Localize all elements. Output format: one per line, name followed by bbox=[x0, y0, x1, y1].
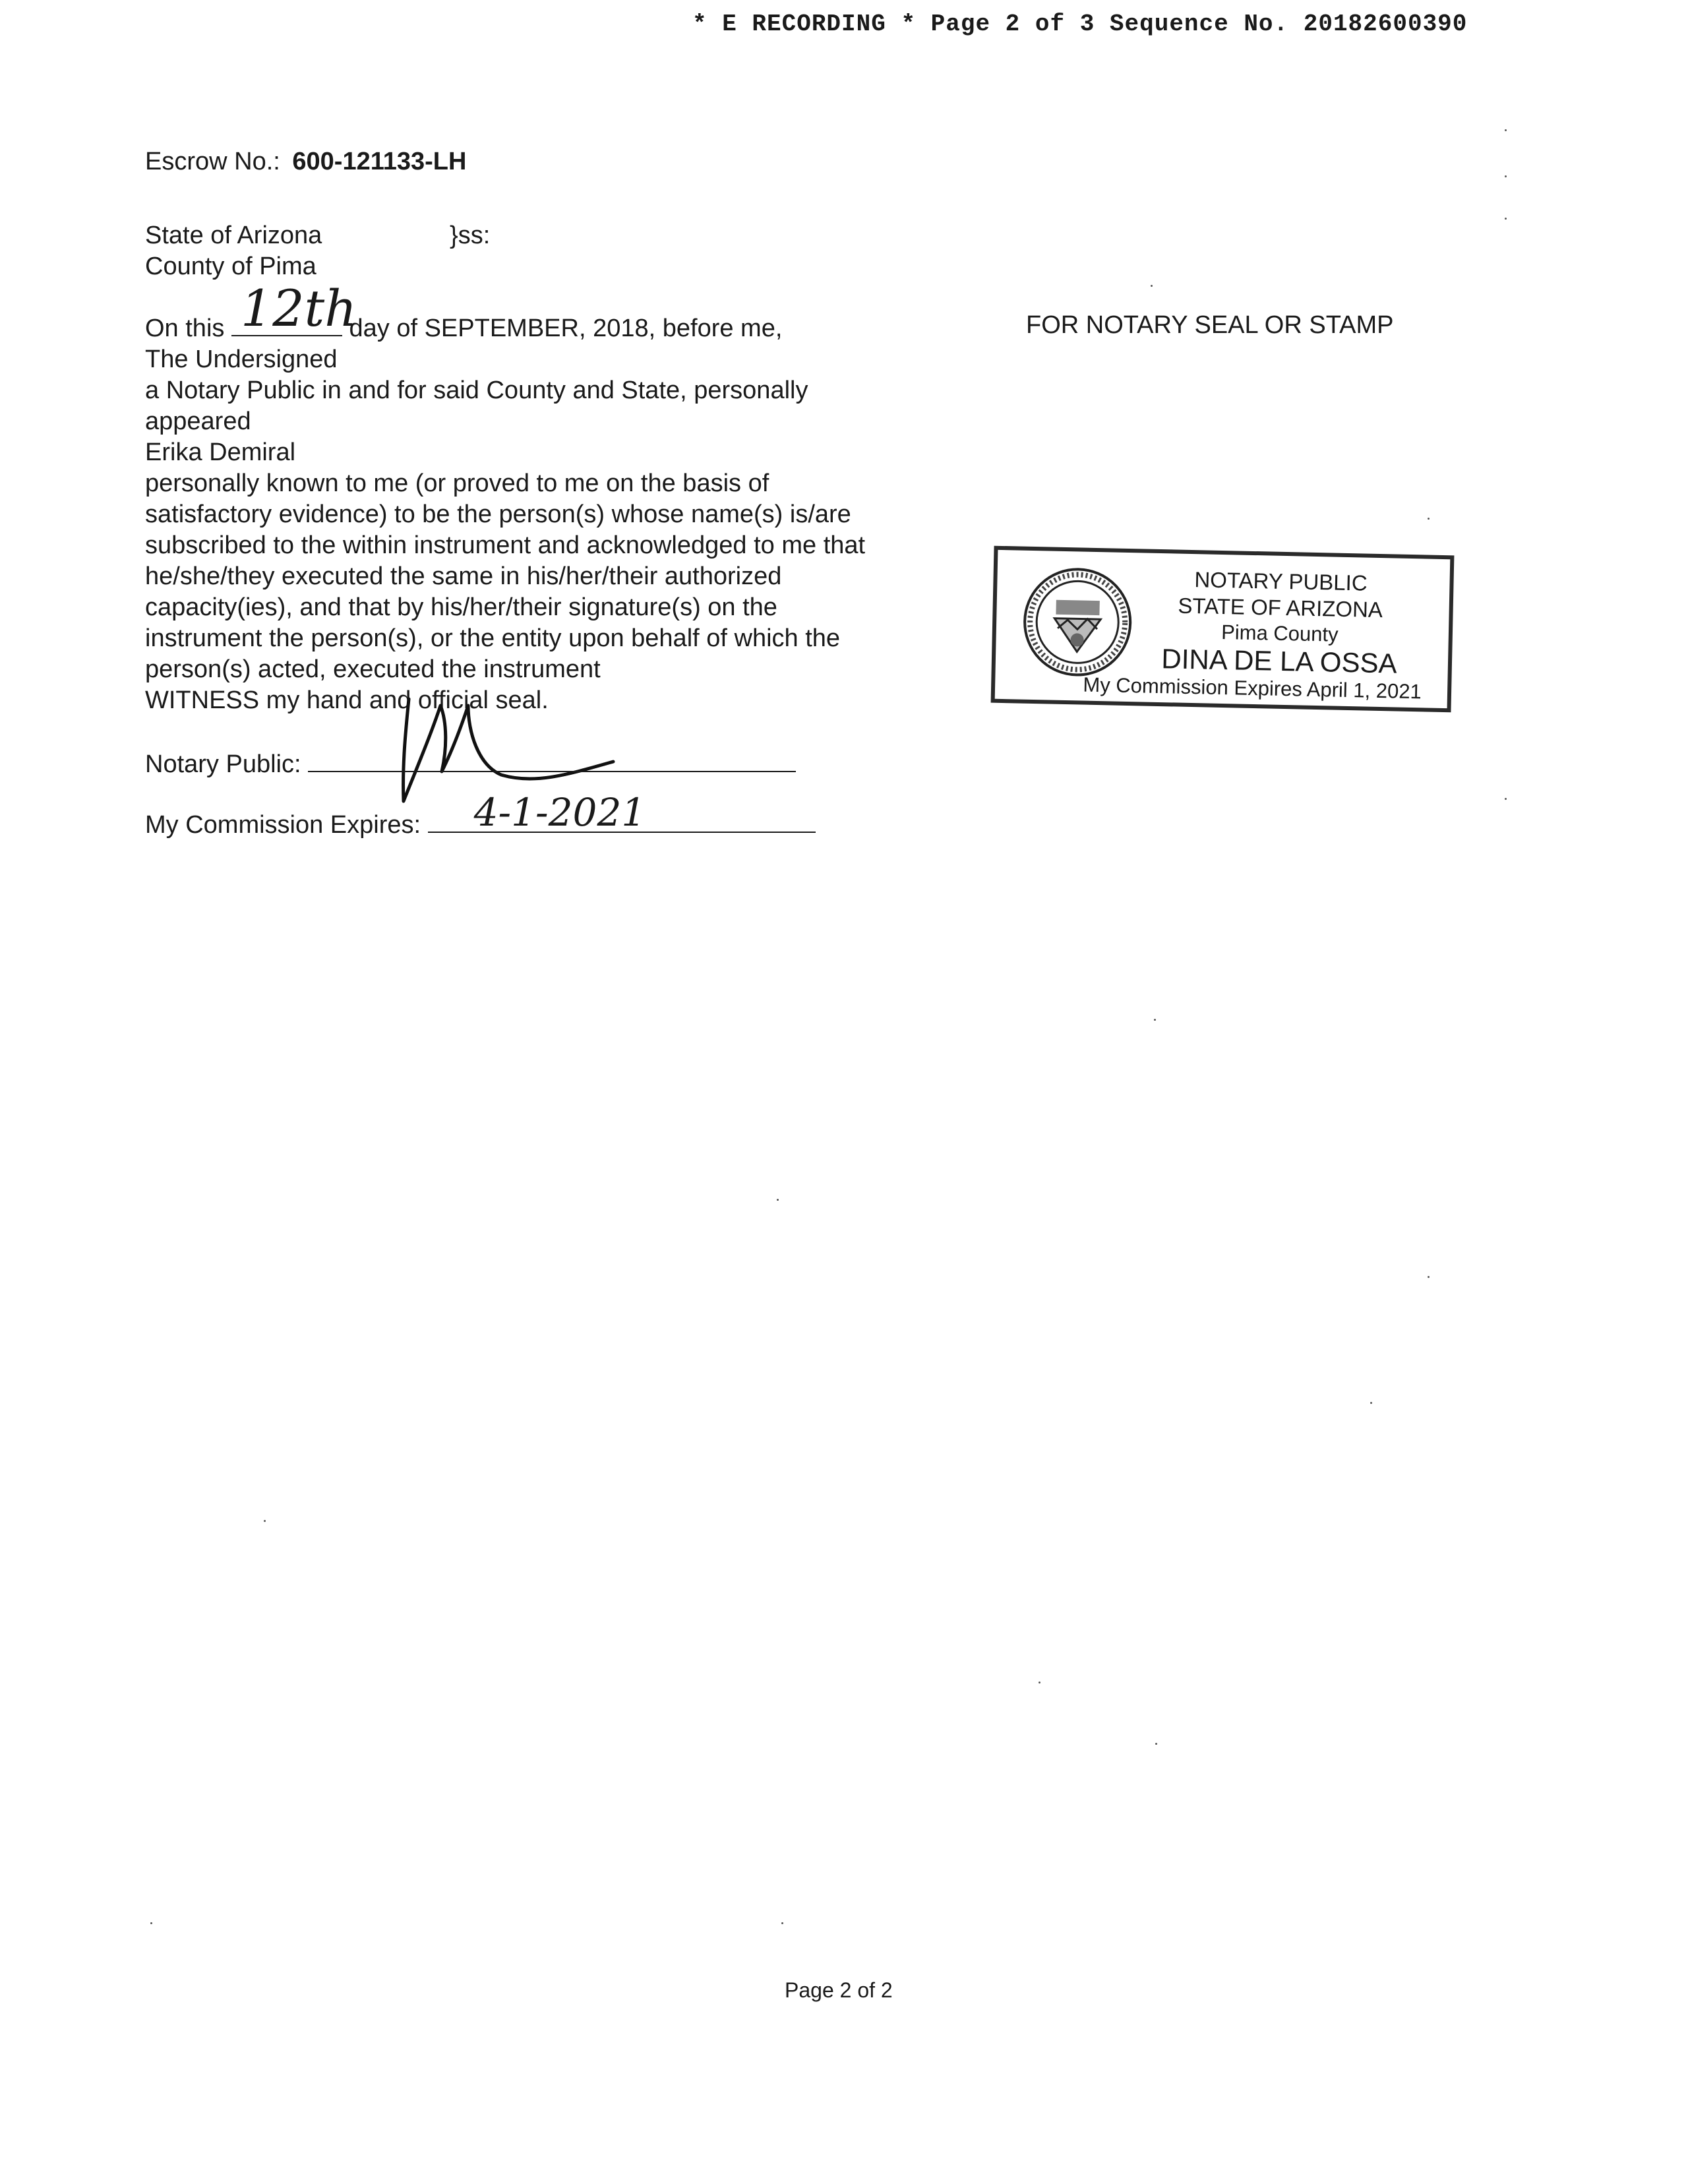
seal-area-label: FOR NOTARY SEAL OR STAMP bbox=[1026, 311, 1394, 339]
scan-speck bbox=[1505, 129, 1507, 131]
notary-public-label: Notary Public: bbox=[145, 750, 301, 778]
scan-speck bbox=[1370, 1402, 1372, 1404]
ack-line-2: The Undersigned bbox=[145, 346, 338, 373]
escrow-line bbox=[145, 146, 466, 177]
stamp-title: NOTARY PUBLIC bbox=[1194, 567, 1368, 595]
ack-line-12: person(s) acted, executed the instrument bbox=[145, 655, 601, 683]
venue-ss: }ss: bbox=[450, 222, 491, 249]
scan-speck bbox=[1505, 798, 1507, 800]
scan-speck bbox=[777, 1199, 779, 1201]
commission-label: My Commission Expires: bbox=[145, 811, 421, 839]
date-rest: day of SEPTEMBER, 2018, before me, bbox=[349, 315, 783, 342]
scan-speck bbox=[1428, 1276, 1430, 1278]
stamp-expiration: My Commission Expires April 1, 2021 bbox=[1083, 673, 1422, 704]
notary-public-line bbox=[145, 749, 796, 780]
notary-signature-blank bbox=[308, 751, 796, 772]
ack-date-line bbox=[145, 279, 783, 344]
stamp-notary-name: DINA DE LA OSSA bbox=[1160, 643, 1398, 679]
ack-line-9: he/she/they executed the same in his/her/their authorized bbox=[145, 562, 782, 590]
handwritten-commission-date: 4-1-2021 bbox=[473, 790, 646, 835]
scan-speck bbox=[150, 1922, 152, 1924]
notary-stamp bbox=[991, 546, 1455, 713]
ack-line-10: capacity(ies), and that by his/her/their signature(s) on the bbox=[145, 593, 777, 621]
venue-state: State of Arizona bbox=[145, 222, 322, 249]
state-seal-icon bbox=[1020, 565, 1135, 680]
ack-line-8: subscribed to the within instrument and acknowledged to me that bbox=[145, 531, 866, 559]
scan-speck bbox=[781, 1922, 783, 1924]
ack-line-4: appeared bbox=[145, 408, 251, 435]
witness-line: WITNESS my hand and official seal. bbox=[145, 686, 549, 714]
recording-header: * E RECORDING * Page 2 of 3 Sequence No. 20182600390 bbox=[692, 11, 1468, 38]
day-blank bbox=[231, 279, 357, 338]
scan-speck bbox=[264, 1520, 266, 1522]
scan-speck bbox=[1154, 1019, 1156, 1021]
handwritten-day: 12th bbox=[240, 279, 357, 338]
venue-county: County of Pima bbox=[145, 253, 316, 280]
scan-speck bbox=[1039, 1682, 1040, 1684]
stamp-state: STATE OF ARIZONA bbox=[1178, 593, 1383, 622]
stamp-county: Pima County bbox=[1221, 620, 1339, 646]
signer-name: Erika Demiral bbox=[145, 439, 296, 466]
scan-speck bbox=[1428, 518, 1430, 520]
ack-line-11: instrument the person(s), or the entity upon behalf of which the bbox=[145, 624, 841, 652]
scan-speck bbox=[1505, 175, 1507, 177]
escrow-label: Escrow No.: bbox=[145, 148, 280, 175]
escrow-number: 600-121133-LH bbox=[292, 148, 467, 175]
scan-speck bbox=[1155, 1743, 1157, 1745]
ack-line-7: satisfactory evidence) to be the person(s) whose name(s) is/are bbox=[145, 501, 851, 528]
scan-speck bbox=[1505, 218, 1507, 220]
ack-line-6: personally known to me (or proved to me on the basis of bbox=[145, 470, 769, 497]
commission-blank bbox=[428, 790, 816, 835]
ack-line-3: a Notary Public in and for said County and State, personally bbox=[145, 377, 808, 404]
on-this-label: On this bbox=[145, 315, 225, 342]
scan-speck bbox=[1151, 285, 1153, 287]
commission-line bbox=[145, 790, 816, 841]
page-footer: Page 2 of 2 bbox=[785, 1978, 893, 2002]
